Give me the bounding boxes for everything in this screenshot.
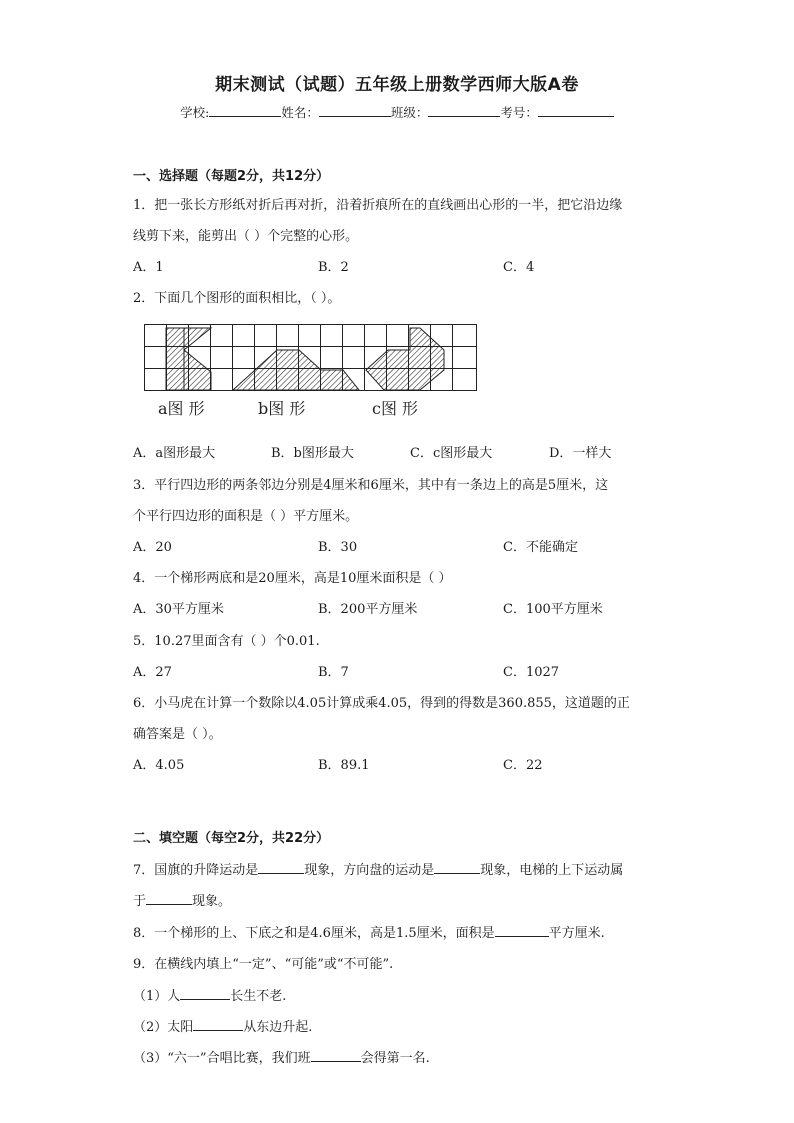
q3-option-c[interactable]: C．不能确定: [503, 540, 578, 555]
q7-text-4: 于: [133, 894, 147, 909]
student-info-line: [0, 103, 794, 121]
q7-text-1: 7．国旗的升降运动是: [133, 863, 259, 878]
school-blank[interactable]: [209, 104, 281, 117]
q1-line2: 线剪下来，能剪出（ ）个完整的心形。: [133, 229, 359, 244]
q5-option-b[interactable]: B．7: [318, 665, 349, 680]
q2-line1: 2．下面几个图形的面积相比，（ ）。: [133, 291, 341, 306]
q9-sub1-text-1: （1）人: [133, 989, 181, 1004]
q9-blank-2[interactable]: [193, 1018, 243, 1031]
q7-blank-1[interactable]: [258, 861, 304, 874]
q8-text-2: 平方厘米.: [548, 926, 605, 941]
q2-option-a[interactable]: A．a图形最大: [133, 446, 216, 461]
q9-blank-1[interactable]: [180, 987, 230, 1000]
q3-option-a[interactable]: A．20: [133, 540, 172, 555]
name-blank[interactable]: [319, 104, 391, 117]
q4-line1: 4．一个梯形两底和是20厘米，高是10厘米面积是（ ）: [133, 571, 452, 586]
q8-line1: [133, 922, 605, 941]
q9-sub1: [133, 985, 286, 1004]
q3-line2: 个平行四边形的面积是（ ）平方厘米。: [133, 509, 359, 524]
q2-option-c[interactable]: C．c图形最大: [410, 446, 493, 461]
page-title: 期末测试（试题）五年级上册数学西师大版A卷: [215, 75, 579, 95]
q1-line1: 1．把一张长方形纸对折后再对折，沿着折痕所在的直线画出心形的一半，把它沿边缘: [133, 198, 623, 213]
school-label: 学校:: [180, 105, 210, 120]
figure-label-a: a图 形: [158, 399, 205, 418]
q9-sub3-text-2: 会得第一名.: [360, 1051, 430, 1066]
q9-sub3: [133, 1047, 430, 1066]
q1-option-a[interactable]: A．1: [133, 260, 164, 275]
q6-line1: 6．小马虎在计算一个数除以4.05计算成乘4.05，得到的得数是360.855，这道题的正: [133, 696, 630, 711]
q3-line1: 3．平行四边形的两条邻边分别是4厘米和6厘米，其中有一条边上的高是5厘米，这: [133, 478, 609, 493]
q9-sub2-text-1: （2）太阳: [133, 1020, 194, 1035]
q1-option-c[interactable]: C．4: [503, 260, 535, 275]
number-blank[interactable]: [538, 104, 614, 117]
q6-option-a[interactable]: A．4.05: [133, 758, 185, 773]
q2-option-d[interactable]: D．一样大: [549, 446, 612, 461]
q1-option-b[interactable]: B．2: [318, 260, 349, 275]
q7-line2: [133, 890, 231, 909]
q2-area-figure: [144, 324, 480, 424]
q9-sub2-text-2: 从东边升起.: [243, 1020, 313, 1035]
name-label: 姓名：: [281, 105, 319, 120]
number-label: 考号：: [500, 105, 538, 120]
q9-line1: 9．在横线内填上“一定”、“可能”或“不可能”.: [133, 957, 394, 972]
q6-option-b[interactable]: B．89.1: [318, 758, 370, 773]
q3-option-b[interactable]: B．30: [318, 540, 358, 555]
q5-option-a[interactable]: A．27: [133, 665, 172, 680]
q7-blank-3[interactable]: [146, 892, 192, 905]
section1-heading: 一、选择题（每题2分，共12分）: [133, 169, 330, 184]
q6-line2: 确答案是（ ）。: [133, 727, 222, 742]
q9-sub3-text-1: （3）“六一”合唱比赛，我们班: [133, 1051, 311, 1066]
shape-b: [233, 350, 359, 390]
q7-text-5: 现象。: [192, 894, 232, 909]
figure-label-b: b图 形: [258, 399, 306, 418]
q4-option-a[interactable]: A．30平方厘米: [133, 602, 224, 617]
q2-option-b[interactable]: B．b图形最大: [271, 446, 354, 461]
q5-option-c[interactable]: C．1027: [503, 665, 560, 680]
q7-line1: [133, 859, 623, 878]
q6-option-c[interactable]: C．22: [503, 758, 543, 773]
figure-label-c: c图 形: [372, 399, 419, 418]
q9-sub2: [133, 1016, 312, 1035]
class-blank[interactable]: [428, 104, 500, 117]
grid-figure: [144, 324, 480, 420]
q7-text-2: 现象，方向盘的运动是: [304, 863, 435, 878]
shape-c: [366, 328, 444, 390]
q7-blank-2[interactable]: [434, 861, 480, 874]
q7-text-3: 现象，电梯的上下运动属: [480, 863, 624, 878]
q8-blank[interactable]: [495, 924, 549, 937]
q9-sub1-text-2: 长生不老.: [230, 989, 287, 1004]
section2-heading: 二、填空题（每空2分，共22分）: [133, 831, 330, 846]
q5-line1: 5．10.27里面含有（ ）个0.01.: [133, 634, 320, 649]
q4-option-c[interactable]: C．100平方厘米: [503, 602, 603, 617]
q4-option-b[interactable]: B．200平方厘米: [318, 602, 418, 617]
q9-blank-3[interactable]: [311, 1049, 361, 1062]
q8-text-1: 8．一个梯形的上、下底之和是4.6厘米，高是1.5厘米，面积是: [133, 926, 495, 941]
class-label: 班级：: [390, 105, 429, 120]
